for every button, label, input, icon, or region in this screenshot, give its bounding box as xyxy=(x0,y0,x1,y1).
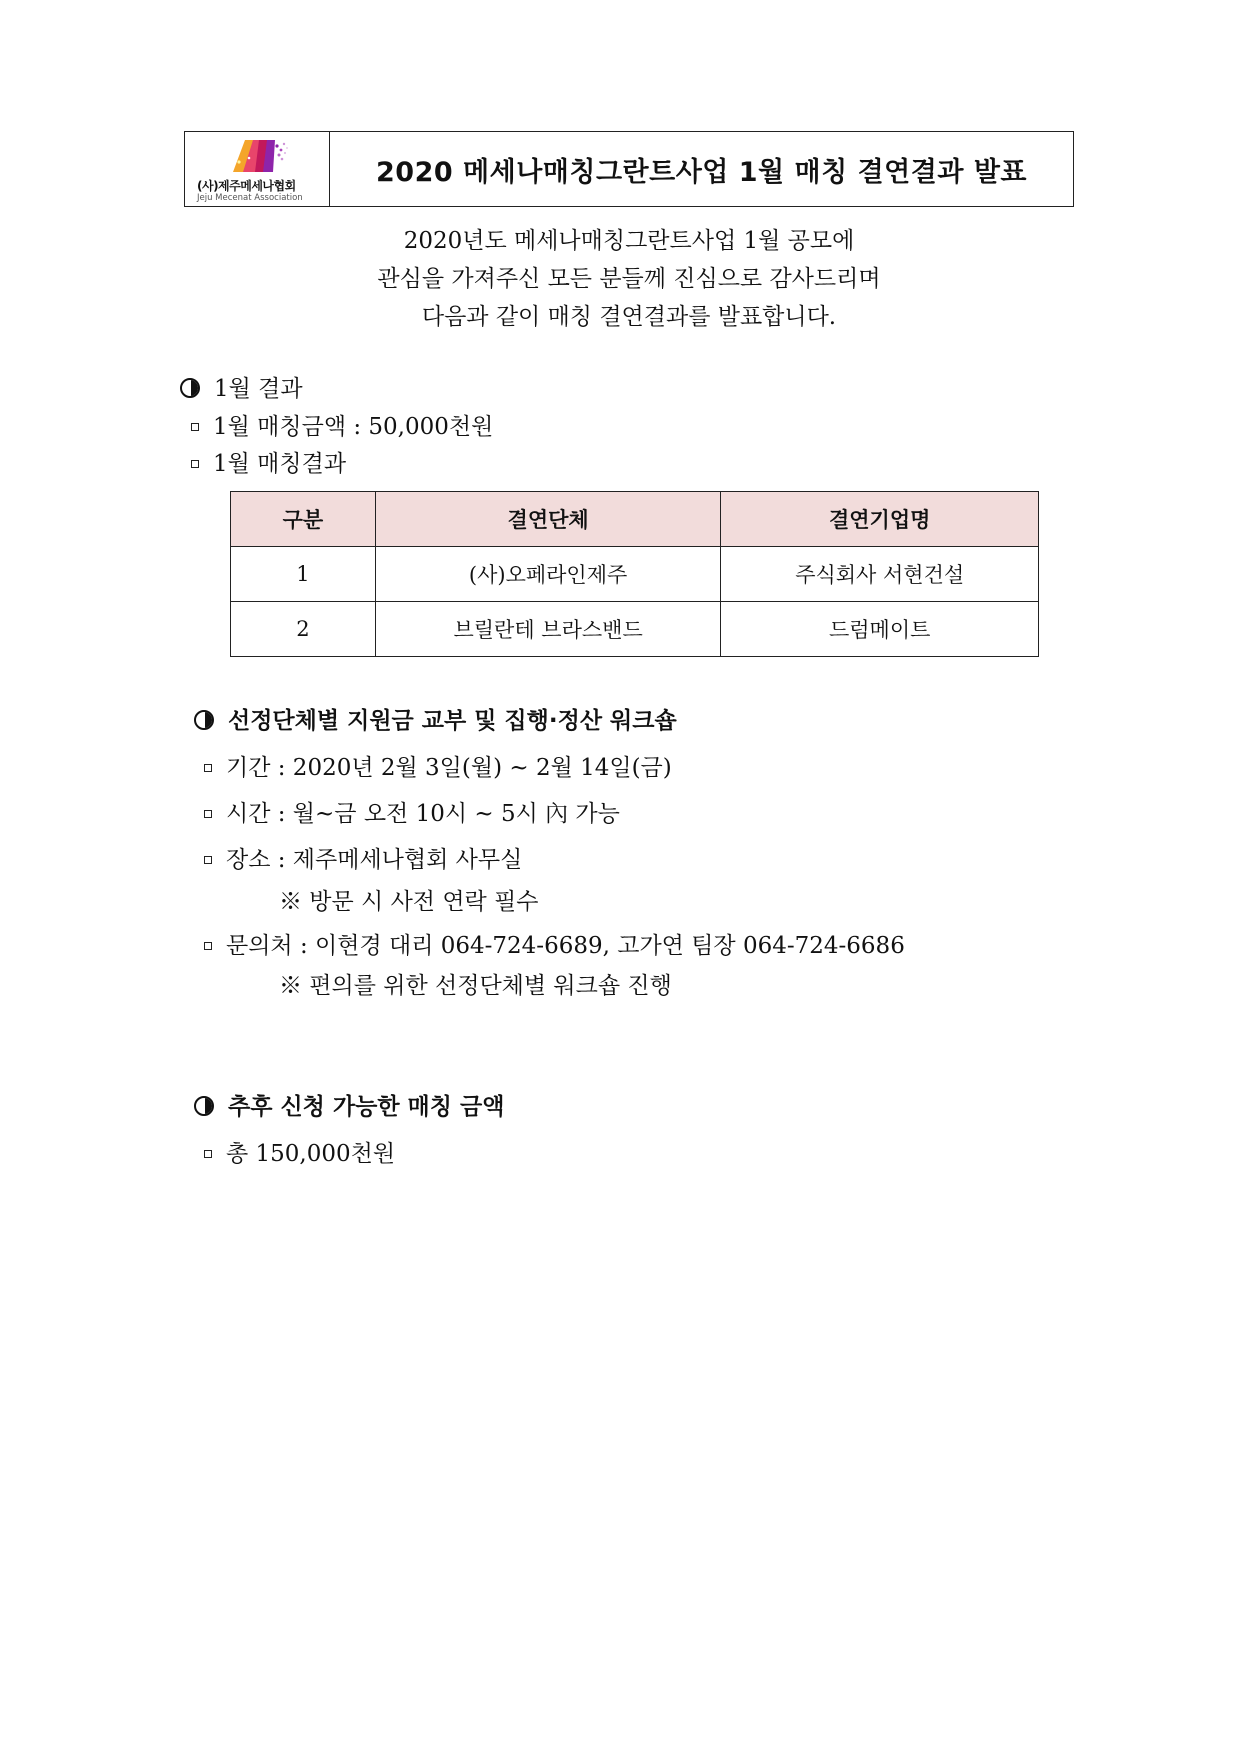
workshop-contact xyxy=(204,931,905,961)
section1-amount-text: 1월 매칭금액 : 50,000천원 xyxy=(213,414,494,440)
workshop-contact-text: 문의처 : 이현경 대리 064-724-6689, 고가연 팀장 064-724-6686 xyxy=(226,933,905,959)
square-bullet-icon xyxy=(191,423,199,431)
square-bullet-icon xyxy=(204,764,212,772)
jeju-mecenat-logo-icon xyxy=(229,138,289,174)
section3-heading-text: 추후 신청 가능한 매칭 금액 xyxy=(228,1094,505,1120)
square-bullet-icon xyxy=(204,942,212,950)
logo xyxy=(185,132,330,206)
workshop-period xyxy=(204,753,672,783)
section2-heading-text: 선정단체별 지원금 교부 및 집행·정산 워크숍 xyxy=(228,708,677,734)
half-circle-bullet-icon xyxy=(180,378,200,398)
section3-heading xyxy=(194,1092,504,1122)
available-total xyxy=(204,1139,395,1169)
table-cell: (사)오페라인제주 xyxy=(375,547,721,602)
table-header-row xyxy=(231,492,1039,547)
workshop-period-text: 기간 : 2020년 2월 3일(월) ~ 2월 14일(금) xyxy=(226,755,672,781)
square-bullet-icon xyxy=(204,1150,212,1158)
table-cell: 주식회사 서현건설 xyxy=(721,547,1039,602)
workshop-place-note: ※ 방문 시 사전 연락 필수 xyxy=(279,889,539,915)
intro-line: 관심을 가져주신 모든 분들께 진심으로 감사드리며 xyxy=(377,266,881,292)
workshop-place-text: 장소 : 제주메세나협회 사무실 xyxy=(226,847,523,873)
table-header-cell: 결연기업명 xyxy=(721,492,1039,547)
section1-result-label-text: 1월 매칭결과 xyxy=(213,451,347,477)
matching-result-table xyxy=(230,491,1039,657)
workshop-time-text: 시간 : 월~금 오전 10시 ~ 5시 內 가능 xyxy=(226,801,620,827)
intro-paragraph xyxy=(184,222,1074,336)
table-cell: 드럼메이트 xyxy=(721,602,1039,657)
workshop-place xyxy=(204,845,522,875)
table-header-cell: 결연단체 xyxy=(375,492,721,547)
table-cell: 2 xyxy=(231,602,376,657)
square-bullet-icon xyxy=(204,810,212,818)
logo-name-english: Jeju Mecenat Association xyxy=(197,193,303,203)
workshop-time xyxy=(204,799,620,829)
intro-line: 2020년도 메세나매칭그란트사업 1월 공모에 xyxy=(403,228,855,254)
section1-heading-text: 1월 결과 xyxy=(214,376,303,402)
section2-heading xyxy=(194,706,677,736)
table-cell: 브릴란테 브라스밴드 xyxy=(375,602,721,657)
section1-amount xyxy=(191,412,493,442)
available-total-text: 총 150,000천원 xyxy=(226,1141,396,1167)
table-header-cell: 구분 xyxy=(231,492,376,547)
square-bullet-icon xyxy=(191,460,199,468)
half-circle-bullet-icon xyxy=(194,710,214,730)
table-cell: 1 xyxy=(231,547,376,602)
square-bullet-icon xyxy=(204,856,212,864)
section1-result-label xyxy=(191,449,346,479)
intro-line: 다음과 같이 매칭 결연결과를 발표합니다. xyxy=(421,304,837,330)
table-row xyxy=(231,547,1039,602)
section1-heading xyxy=(180,374,303,404)
table-row xyxy=(231,602,1039,657)
logo-name-korean: (사)제주메세나협회 xyxy=(197,179,296,193)
workshop-contact-note: ※ 편의를 위한 선정단체별 워크숍 진행 xyxy=(279,973,672,999)
half-circle-bullet-icon xyxy=(194,1096,214,1116)
page-title: 2020 메세나매칭그란트사업 1월 매칭 결연결과 발표 xyxy=(376,156,1027,188)
document-header xyxy=(184,131,1074,207)
